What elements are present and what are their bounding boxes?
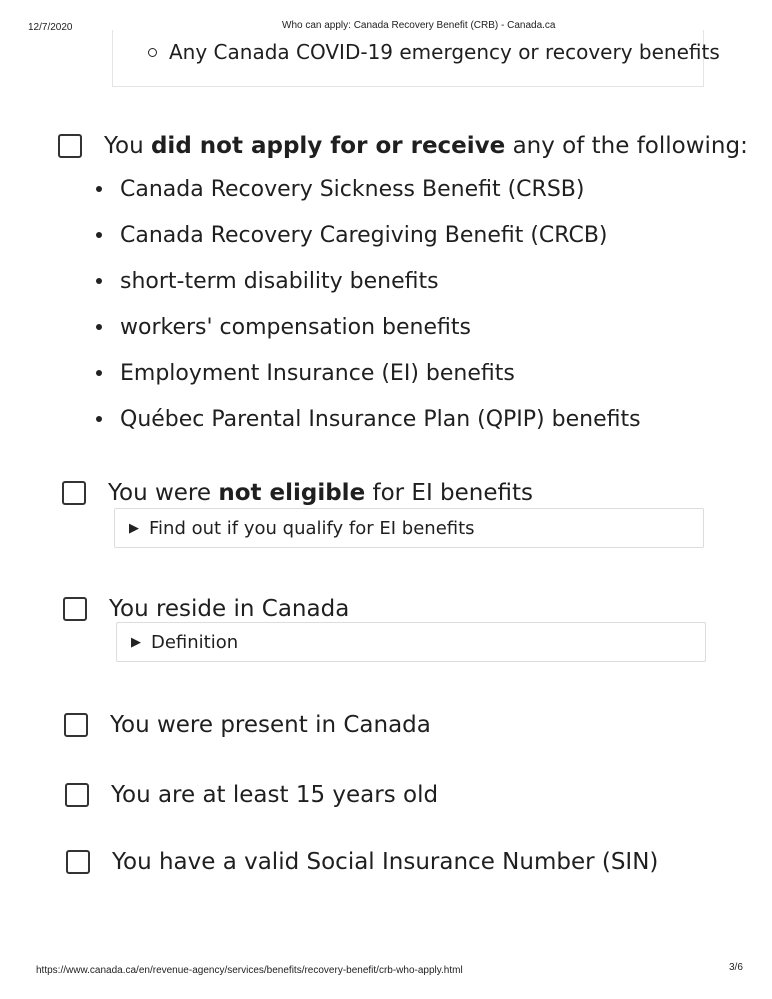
bullet-icon <box>96 416 102 422</box>
list-item-text: Canada Recovery Caregiving Benefit (CRCB) <box>120 222 608 248</box>
details-definition[interactable] <box>116 622 706 662</box>
details-summary-text: Definition <box>151 631 239 653</box>
list-item <box>96 166 641 212</box>
label-emphasis: did not apply for or receive <box>150 133 506 159</box>
label-emphasis: not eligible <box>218 480 366 506</box>
criterion-label <box>108 480 533 506</box>
list-item <box>96 396 641 442</box>
bullet-icon <box>96 324 102 330</box>
footer-url: https://www.canada.ca/en/revenue-agency/services/benefits/recovery-benefit/crb-who-apply.html <box>36 965 463 976</box>
list-item-text: workers' compensation benefits <box>120 314 471 340</box>
bullet-icon <box>96 278 102 284</box>
benefit-list <box>96 166 641 442</box>
label-prefix: You <box>104 133 151 159</box>
expand-triangle-icon: ▶ <box>129 520 139 536</box>
checkbox-present[interactable] <box>64 713 88 737</box>
print-date: 12/7/2020 <box>28 22 73 33</box>
details-ei-qualify[interactable] <box>114 508 704 548</box>
list-item <box>96 350 641 396</box>
criterion-label: You have a valid Social Insurance Number (SIN) <box>112 849 659 875</box>
criterion-label <box>104 133 748 159</box>
list-item <box>96 304 641 350</box>
bullet-icon <box>96 370 102 376</box>
criterion-not-eligible-ei <box>62 480 533 506</box>
circle-bullet-icon <box>148 48 157 57</box>
carryover-item-text: Any Canada COVID-19 emergency or recovery benefits <box>169 40 720 64</box>
checkbox-age[interactable] <box>65 783 89 807</box>
expand-triangle-icon: ▶ <box>131 634 141 650</box>
list-item-text: Employment Insurance (EI) benefits <box>120 360 515 386</box>
criterion-label: You were present in Canada <box>110 712 431 738</box>
page-number: 3/6 <box>729 962 743 973</box>
label-suffix: for EI benefits <box>365 480 534 506</box>
criterion-label: You are at least 15 years old <box>111 782 439 808</box>
label-suffix: any of the following: <box>505 133 748 159</box>
bullet-icon <box>96 232 102 238</box>
criterion-reside <box>63 596 349 622</box>
label-prefix: You were <box>108 480 219 506</box>
list-item-text: Canada Recovery Sickness Benefit (CRSB) <box>120 176 585 202</box>
criterion-label: You reside in Canada <box>109 596 350 622</box>
details-summary-text: Find out if you qualify for EI benefits <box>149 517 475 539</box>
list-item <box>96 258 641 304</box>
bullet-icon <box>96 186 102 192</box>
criterion-present <box>64 712 431 738</box>
list-item-text: Québec Parental Insurance Plan (QPIP) benefits <box>120 406 641 432</box>
criterion-sin <box>66 849 658 875</box>
criterion-age <box>65 782 438 808</box>
criterion-did-not-apply <box>58 133 748 159</box>
page-title: Who can apply: Canada Recovery Benefit (CRB) - Canada.ca <box>282 20 556 31</box>
list-item-text: short-term disability benefits <box>120 268 439 294</box>
checkbox-reside[interactable] <box>63 597 87 621</box>
checkbox-did-not-apply[interactable] <box>58 134 82 158</box>
checkbox-not-eligible-ei[interactable] <box>62 481 86 505</box>
checkbox-sin[interactable] <box>66 850 90 874</box>
carryover-list-item <box>148 40 720 64</box>
list-item <box>96 212 641 258</box>
